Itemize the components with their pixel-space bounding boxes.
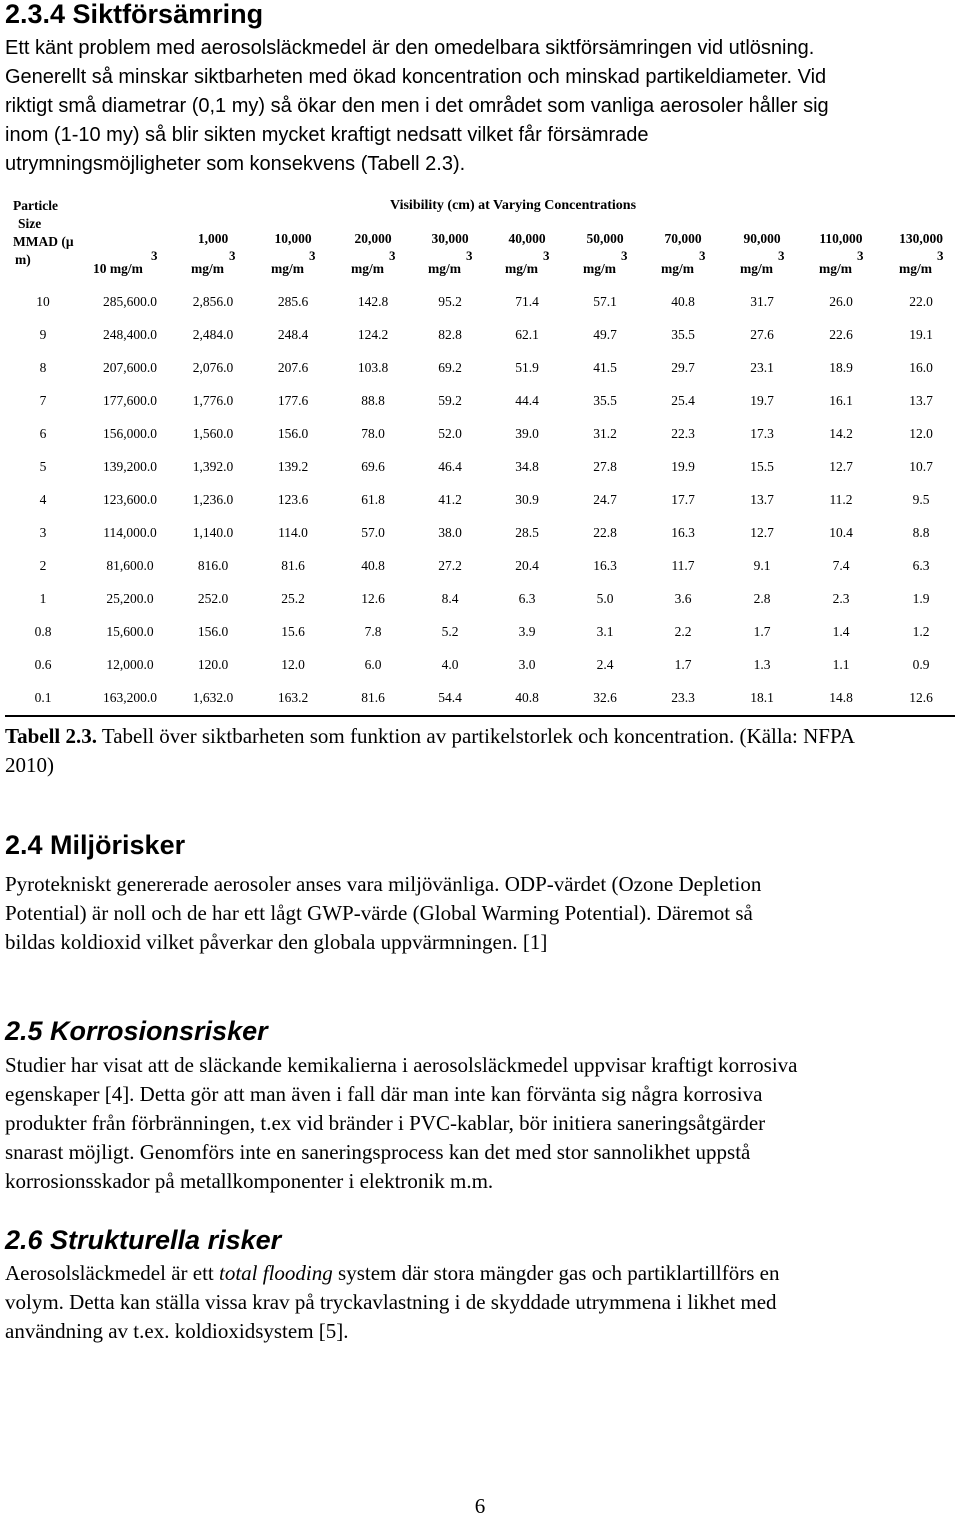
visibility-value-cell: 34.8: [515, 459, 539, 474]
unit-exponent: 3: [466, 248, 473, 263]
visibility-value-cell: 5.0: [596, 591, 614, 606]
unit-exponent: 3: [778, 248, 785, 263]
particle-size-cell: 9: [39, 327, 47, 342]
visibility-value-cell: 31.2: [593, 426, 617, 441]
visibility-value-cell: 19.7: [750, 393, 774, 408]
visibility-value-cell: 18.9: [829, 360, 853, 375]
visibility-value-cell: 1.7: [674, 657, 692, 672]
page-number: 6: [474, 1494, 486, 1518]
visibility-value-cell: 88.8: [361, 393, 385, 408]
visibility-value-cell: 19.1: [909, 327, 933, 342]
text-line: riktigt små diametrar (0,1 my) så ökar den men i det området som vanliga aerosoler håller sig: [5, 95, 829, 117]
unit-label: mg/m: [191, 261, 224, 276]
visibility-value-cell: 40.8: [671, 294, 695, 309]
table-title: Visibility (cm) at Varying Concentrations: [390, 198, 637, 213]
visibility-value-cell: 156.0: [277, 426, 309, 441]
visibility-value-cell: 32.6: [593, 690, 617, 705]
visibility-value-cell: 6.0: [364, 657, 382, 672]
visibility-value-cell: 1,632.0: [192, 690, 234, 705]
visibility-value-cell: 26.0: [829, 294, 853, 309]
visibility-value-cell: 163.2: [277, 690, 309, 705]
visibility-value-cell: 18.1: [750, 690, 774, 705]
visibility-value-cell: 54.4: [438, 690, 462, 705]
visibility-value-cell: 248,400.0: [103, 327, 157, 342]
visibility-value-cell: 5.2: [441, 624, 459, 639]
visibility-value-cell: 20.4: [515, 558, 539, 573]
visibility-value-cell: 71.4: [515, 294, 539, 309]
visibility-value-cell: 12.6: [361, 591, 385, 606]
unit-label: mg/m: [271, 261, 304, 276]
visibility-value-cell: 124.2: [357, 327, 389, 342]
visibility-value-cell: 22.8: [593, 525, 617, 540]
visibility-value-cell: 207.6: [277, 360, 309, 375]
size-header-line: Size: [18, 216, 42, 231]
paragraph-korrosionsrisker: [5, 1051, 960, 1196]
text-line: Pyrotekniskt genererade aerosoler anses vara miljövänliga. ODP-värdet (Ozone Depletion: [5, 872, 762, 896]
visibility-value-cell: 81.6: [281, 558, 305, 573]
section-heading-miljorisker: 2.4 Miljörisker: [5, 830, 186, 860]
visibility-value-cell: 10.7: [909, 459, 933, 474]
visibility-value-cell: 82.8: [438, 327, 462, 342]
visibility-value-cell: 69.6: [361, 459, 385, 474]
visibility-value-cell: 9.5: [912, 492, 930, 507]
visibility-value-cell: 22.3: [671, 426, 695, 441]
visibility-value-cell: 44.4: [515, 393, 539, 408]
visibility-value-cell: 12,000.0: [106, 657, 154, 672]
table-caption: [5, 722, 855, 780]
paragraph-strukturella-risker: [5, 1259, 960, 1346]
visibility-value-cell: 2.3: [832, 591, 850, 606]
visibility-value-cell: 123,600.0: [103, 492, 157, 507]
particle-size-cell: 10: [36, 294, 50, 309]
visibility-value-cell: 3.9: [518, 624, 536, 639]
visibility-value-cell: 9.1: [753, 558, 771, 573]
visibility-value-cell: 22.0: [909, 294, 933, 309]
visibility-value-cell: 11.2: [829, 492, 853, 507]
visibility-value-cell: 57.0: [361, 525, 385, 540]
concentration-header: 110,000: [819, 231, 863, 246]
visibility-value-cell: 24.7: [593, 492, 617, 507]
visibility-value-cell: 4.0: [441, 657, 459, 672]
particle-size-cell: 7: [39, 393, 47, 408]
visibility-value-cell: 12.0: [909, 426, 933, 441]
visibility-value-cell: 81,600.0: [106, 558, 154, 573]
paragraph-siktforsamring: [5, 34, 960, 179]
text-line: inom (1-10 my) så blir sikten mycket kraftigt nedsatt vilket får försämrade: [5, 124, 649, 146]
unit-label: mg/m: [351, 261, 384, 276]
visibility-value-cell: 156.0: [197, 624, 229, 639]
visibility-value-cell: 2.4: [596, 657, 614, 672]
unit-label: mg/m: [583, 261, 616, 276]
visibility-value-cell: 62.1: [515, 327, 539, 342]
particle-size-cell: 0.8: [34, 624, 52, 639]
particle-size-cell: 5: [39, 459, 47, 474]
visibility-value-cell: 123.6: [277, 492, 309, 507]
visibility-value-cell: 7.8: [364, 624, 382, 639]
visibility-value-cell: 114.0: [278, 525, 308, 540]
visibility-value-cell: 1,236.0: [192, 492, 234, 507]
text-run: system där stora mängder gas och partiklartillförs en: [332, 1261, 780, 1285]
concentration-header: 1,000: [197, 231, 229, 246]
visibility-value-cell: 1.9: [912, 591, 930, 606]
section-heading-siktforsamring: 2.3.4 Siktförsämring: [5, 0, 264, 29]
visibility-value-cell: 31.7: [750, 294, 774, 309]
visibility-value-cell: 81.6: [361, 690, 385, 705]
visibility-value-cell: 57.1: [593, 294, 617, 309]
visibility-value-cell: 46.4: [438, 459, 462, 474]
concentration-header: 20,000: [354, 231, 392, 246]
visibility-value-cell: 7.4: [832, 558, 850, 573]
visibility-value-cell: 16.3: [593, 558, 617, 573]
visibility-value-cell: 51.9: [515, 360, 539, 375]
visibility-value-cell: 35.5: [593, 393, 617, 408]
visibility-value-cell: 285.6: [277, 294, 309, 309]
visibility-value-cell: 12.6: [909, 690, 933, 705]
visibility-value-cell: 40.8: [361, 558, 385, 573]
visibility-value-cell: 12.0: [281, 657, 305, 672]
visibility-value-cell: 103.8: [357, 360, 389, 375]
visibility-value-cell: 2.8: [753, 591, 771, 606]
visibility-value-cell: 13.7: [909, 393, 933, 408]
visibility-value-cell: 8.8: [912, 525, 930, 540]
unit-label: mg/m: [819, 261, 852, 276]
visibility-value-cell: 78.0: [361, 426, 385, 441]
caption-text-cont: 2010): [5, 753, 54, 777]
text-line: Potential) är noll och de har ett lågt GWP-värde (Global Warming Potential). Däremot så: [5, 901, 753, 925]
unit-exponent: 3: [151, 248, 158, 263]
unit-label: mg/m: [740, 261, 773, 276]
visibility-value-cell: 61.8: [361, 492, 385, 507]
visibility-value-cell: 30.9: [515, 492, 539, 507]
visibility-value-cell: 12.7: [750, 525, 774, 540]
visibility-value-cell: 23.3: [671, 690, 695, 705]
unit-exponent: 3: [699, 248, 706, 263]
unit-exponent: 3: [937, 248, 944, 263]
visibility-value-cell: 16.0: [909, 360, 933, 375]
visibility-value-cell: 14.2: [829, 426, 853, 441]
visibility-value-cell: 11.7: [671, 558, 695, 573]
paragraph-miljorisker: [5, 870, 960, 957]
visibility-value-cell: 69.2: [438, 360, 462, 375]
particle-size-cell: 4: [39, 492, 47, 507]
caption-label: Tabell 2.3.: [5, 724, 97, 748]
visibility-value-cell: 1,560.0: [192, 426, 234, 441]
visibility-value-cell: 2.2: [674, 624, 692, 639]
unit-exponent: 3: [229, 248, 236, 263]
visibility-value-cell: 28.5: [515, 525, 539, 540]
visibility-value-cell: 52.0: [438, 426, 462, 441]
text-line: [5, 1259, 960, 1288]
unit-label: mg/m: [505, 261, 538, 276]
caption-text: Tabell över siktbarheten som funktion av partikelstorlek och koncentration. (Källa: NFPA: [97, 724, 855, 748]
visibility-value-cell: 2,076.0: [192, 360, 234, 375]
visibility-value-cell: 38.0: [438, 525, 462, 540]
visibility-value-cell: 35.5: [671, 327, 695, 342]
visibility-value-cell: 1.4: [832, 624, 850, 639]
text-line: användning av t.ex. koldioxidsystem [5].: [5, 1319, 349, 1343]
visibility-value-cell: 0.9: [912, 657, 930, 672]
visibility-value-cell: 59.2: [438, 393, 462, 408]
visibility-value-cell: 1,392.0: [192, 459, 234, 474]
visibility-value-cell: 1,776.0: [192, 393, 234, 408]
text-line: produkter från förbränningen, t.ex vid bränder i PVC-kablar, bör initiera saneringsåtgärder: [5, 1111, 766, 1135]
concentration-header: 30,000: [431, 231, 469, 246]
visibility-value-cell: 1.2: [912, 624, 930, 639]
visibility-value-cell: 27.2: [438, 558, 462, 573]
text-line: snarast möjligt. Genomförs inte en saneringsprocess kan det med stor sannolikhet uppstå: [5, 1140, 751, 1164]
visibility-value-cell: 139,200.0: [103, 459, 157, 474]
visibility-table: [5, 190, 955, 717]
unit-exponent: 3: [389, 248, 396, 263]
visibility-value-cell: 1.3: [753, 657, 771, 672]
particle-size-cell: 1: [39, 591, 47, 606]
particle-size-cell: 3: [39, 525, 47, 540]
text-line: Generellt så minskar siktbarheten med ökad koncentration och minskad partikeldiameter. Vid: [5, 66, 827, 88]
visibility-value-cell: 248.4: [277, 327, 309, 342]
concentration-header: 10,000: [274, 231, 312, 246]
visibility-value-cell: 139.2: [277, 459, 309, 474]
text-run: Aerosolsläckmedel är ett: [5, 1261, 219, 1285]
visibility-value-cell: 177,600.0: [103, 393, 157, 408]
unit-exponent: 3: [309, 248, 316, 263]
visibility-value-cell: 285,600.0: [103, 294, 157, 309]
visibility-value-cell: 15.5: [750, 459, 774, 474]
particle-size-cell: 2: [39, 558, 47, 573]
visibility-value-cell: 6.3: [518, 591, 536, 606]
concentration-header: 10 mg/m: [93, 261, 143, 276]
visibility-value-cell: 1.7: [753, 624, 771, 639]
visibility-value-cell: 1,140.0: [192, 525, 234, 540]
visibility-value-cell: 29.7: [671, 360, 695, 375]
concentration-header: 70,000: [664, 231, 702, 246]
visibility-value-cell: 10.4: [829, 525, 853, 540]
concentration-header: 90,000: [743, 231, 781, 246]
text-line: Studier har visat att de släckande kemikalierna i aerosolsläckmedel uppvisar kraftigt korrosiva: [5, 1053, 798, 1077]
particle-size-cell: 8: [39, 360, 47, 375]
visibility-value-cell: 816.0: [197, 558, 229, 573]
visibility-value-cell: 15,600.0: [106, 624, 154, 639]
visibility-value-cell: 2,856.0: [192, 294, 234, 309]
unit-label: mg/m: [899, 261, 932, 276]
visibility-value-cell: 40.8: [515, 690, 539, 705]
visibility-value-cell: 156,000.0: [103, 426, 157, 441]
visibility-value-cell: 16.1: [829, 393, 853, 408]
text-line: bildas koldioxid vilket påverkar den globala uppvärmningen. [1]: [5, 930, 548, 954]
section-heading-korrosionsrisker: 2.5 Korrosionsrisker: [5, 1016, 268, 1046]
visibility-value-cell: 95.2: [438, 294, 462, 309]
emphasis-total-flooding: total flooding: [219, 1261, 333, 1285]
visibility-value-cell: 14.8: [829, 690, 853, 705]
particle-size-cell: 6: [39, 426, 47, 441]
visibility-value-cell: 19.9: [671, 459, 695, 474]
visibility-value-cell: 120.0: [197, 657, 229, 672]
unit-exponent: 3: [621, 248, 628, 263]
visibility-value-cell: 142.8: [357, 294, 389, 309]
visibility-value-cell: 27.8: [593, 459, 617, 474]
visibility-value-cell: 163,200.0: [103, 690, 157, 705]
unit-exponent: 3: [543, 248, 550, 263]
visibility-value-cell: 41.2: [438, 492, 462, 507]
text-line: egenskaper [4]. Detta gör att man även i fall där man inte kan förvänta sig några korrosiva: [5, 1082, 763, 1106]
concentration-header: 130,000: [899, 231, 943, 246]
visibility-value-cell: 15.6: [281, 624, 305, 639]
text-line: volym. Detta kan ställa vissa krav på tryckavlastning i de skyddade utrymmena i likhet med: [5, 1290, 777, 1314]
text-line: korrosionsskador på metallkomponenter i elektronik m.m.: [5, 1169, 494, 1193]
visibility-value-cell: 16.3: [671, 525, 695, 540]
concentration-header: 40,000: [508, 231, 546, 246]
visibility-value-cell: 39.0: [515, 426, 539, 441]
size-header-line: Particle: [13, 198, 58, 213]
visibility-value-cell: 1.1: [832, 657, 850, 672]
visibility-value-cell: 27.6: [750, 327, 774, 342]
unit-label: mg/m: [661, 261, 694, 276]
visibility-value-cell: 41.5: [593, 360, 617, 375]
visibility-value-cell: 25.4: [671, 393, 695, 408]
text-line: Ett känt problem med aerosolsläckmedel är den omedelbara siktförsämringen vid utlösning.: [5, 37, 815, 59]
particle-size-cell: 0.6: [34, 657, 52, 672]
visibility-value-cell: 3.0: [518, 657, 536, 672]
visibility-value-cell: 114,000.0: [103, 525, 157, 540]
unit-label: mg/m: [428, 261, 461, 276]
visibility-value-cell: 8.4: [441, 591, 459, 606]
visibility-value-cell: 13.7: [750, 492, 774, 507]
visibility-value-cell: 22.6: [829, 327, 853, 342]
text-line: utrymningsmöjligheter som konsekvens (Tabell 2.3).: [5, 153, 466, 175]
unit-exponent: 3: [857, 248, 864, 263]
visibility-value-cell: 252.0: [197, 591, 229, 606]
section-heading-strukturella-risker: 2.6 Strukturella risker: [5, 1225, 282, 1255]
visibility-value-cell: 17.7: [671, 492, 695, 507]
visibility-value-cell: 12.7: [829, 459, 853, 474]
visibility-value-cell: 2,484.0: [192, 327, 234, 342]
visibility-value-cell: 6.3: [912, 558, 930, 573]
visibility-value-cell: 25.2: [281, 591, 305, 606]
visibility-value-cell: 3.1: [596, 624, 614, 639]
visibility-value-cell: 25,200.0: [106, 591, 154, 606]
concentration-header: 50,000: [586, 231, 624, 246]
visibility-value-cell: 177.6: [277, 393, 309, 408]
size-header-line: m): [15, 252, 31, 267]
visibility-value-cell: 17.3: [750, 426, 774, 441]
visibility-value-cell: 23.1: [750, 360, 774, 375]
size-header-line: MMAD (μ: [13, 234, 74, 249]
particle-size-cell: 0.1: [34, 690, 52, 705]
visibility-value-cell: 49.7: [593, 327, 617, 342]
visibility-value-cell: 3.6: [674, 591, 692, 606]
visibility-value-cell: 207,600.0: [103, 360, 157, 375]
